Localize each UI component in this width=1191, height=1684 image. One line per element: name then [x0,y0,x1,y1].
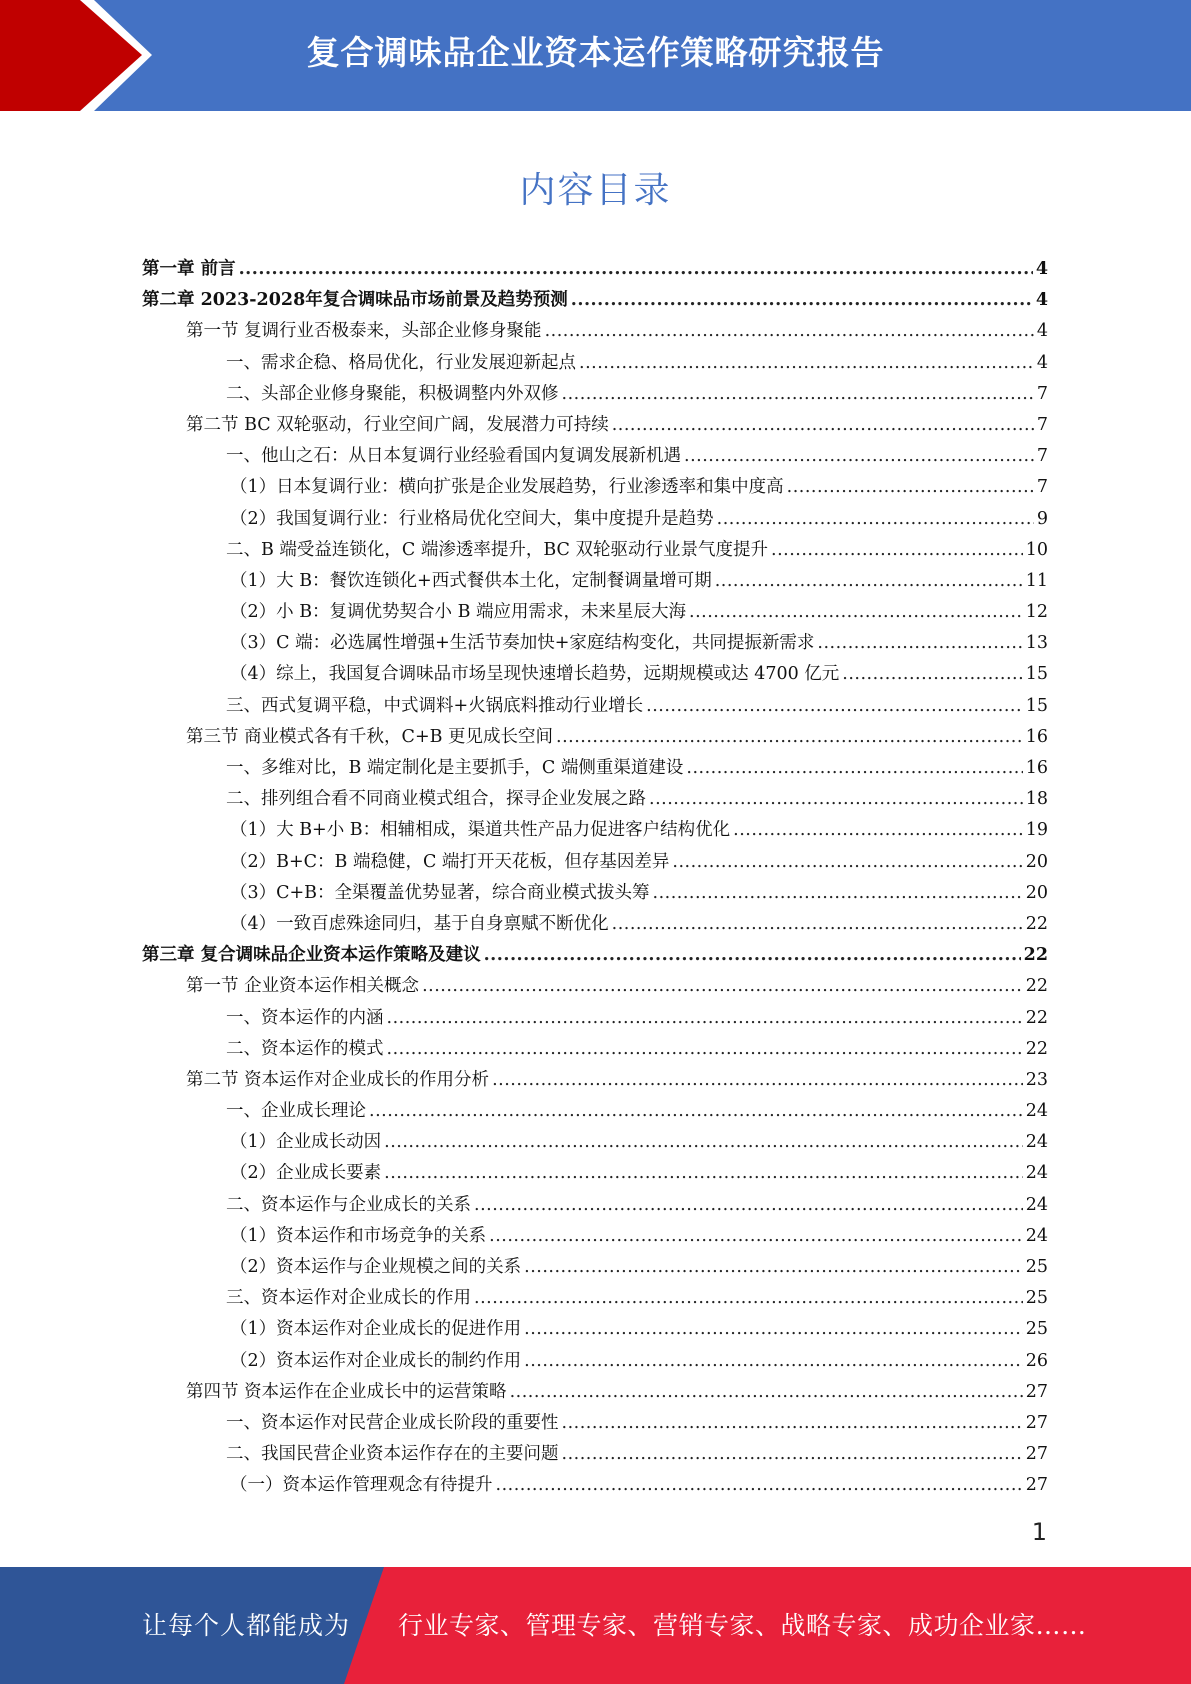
toc-entry-title: 第一节 企业资本运作相关概念 [186,976,420,997]
toc-entry[interactable] [142,504,1048,535]
toc-heading: 内容目录 [519,170,672,211]
toc-entry-title: （1）大 B：餐饮连锁化+西式餐供本土化，定制餐调量增可期 [230,570,712,591]
toc-entry[interactable] [142,410,1048,441]
toc-entry-page: 4 [1035,290,1048,311]
toc-entry-title: 一、资本运作的内涵 [226,1007,384,1028]
toc-entry[interactable] [142,1252,1048,1283]
toc-entry-page: 22 [1023,945,1048,966]
toc-dot-leader [422,971,1023,1002]
toc-entry-title: 第四节 资本运作在企业成长中的运营策略 [186,1381,507,1402]
toc-entry[interactable] [142,909,1048,940]
toc-dot-leader [489,1221,1023,1252]
toc-dot-leader [239,254,1033,285]
toc-entry-title: 一、需求企稳、格局优化，行业发展迎新起点 [226,352,576,373]
footer-slogan-right: 行业专家、管理专家、营销专家、战略专家、成功企业家…… [398,1611,1087,1640]
toc-entry[interactable] [142,379,1048,410]
toc-entry-page: 7 [1036,414,1048,435]
toc-dot-leader [492,1065,1023,1096]
toc-entry-page: 15 [1025,695,1048,716]
toc-entry-title: （2）资本运作对企业成长的制约作用 [230,1350,522,1371]
table-of-contents [142,254,1048,1502]
toc-entry-page: 16 [1025,758,1048,778]
toc-entry[interactable] [142,659,1048,690]
toc-dot-leader [562,1439,1023,1470]
toc-dot-leader [510,1377,1023,1408]
toc-dot-leader [842,659,1022,690]
toc-dot-leader [653,878,1023,909]
toc-dot-leader [562,1408,1023,1439]
toc-entry-title: （4）综上，我国复合调味品市场呈现快速增长趋势，远期规模或达 4700 亿元 [230,664,840,685]
toc-entry[interactable] [142,1096,1048,1127]
toc-entry-title: 二、资本运作与企业成长的关系 [226,1194,471,1215]
toc-entry[interactable] [142,1314,1048,1345]
toc-entry-title: （1）企业成长动因 [230,1132,382,1153]
toc-dot-leader [384,1127,1023,1158]
toc-entry[interactable] [142,1283,1048,1314]
toc-entry-page: 25 [1025,1257,1048,1277]
toc-entry[interactable] [142,815,1048,846]
toc-dot-leader [369,1096,1023,1127]
toc-entry-title: 一、多维对比，B 端定制化是主要抓手，C 端侧重渠道建设 [226,758,684,778]
toc-entry-page: 20 [1025,882,1048,903]
toc-entry-page: 24 [1025,1101,1048,1122]
toc-dot-leader [474,1283,1023,1314]
toc-entry-page: 24 [1025,1132,1048,1153]
toc-entry-title: 三、资本运作对企业成长的作用 [226,1288,471,1309]
toc-entry-title: 二、资本运作的模式 [226,1038,384,1059]
toc-dot-leader [474,1190,1023,1221]
toc-entry-page: 26 [1025,1350,1048,1371]
report-title: 复合调味品企业资本运作策略研究报告 [306,33,885,72]
toc-entry-title: 第二节 BC 双轮驱动，行业空间广阔，发展潜力可持续 [186,414,609,435]
toc-dot-leader [571,285,1033,316]
toc-entry-page: 19 [1025,820,1048,841]
toc-dot-leader [612,909,1023,940]
toc-entry[interactable] [142,691,1048,722]
toc-entry-title: （2）B+C：B 端稳健，C 端打开天花板，但存基因差异 [230,851,670,872]
toc-dot-leader [556,722,1023,753]
toc-entry-page: 24 [1025,1194,1048,1215]
toc-entry[interactable] [142,1377,1048,1408]
toc-entry-title: 第二章 2023-2028年复合调味品市场前景及趋势预测 [142,290,568,311]
toc-entry-title: （3）C 端：必选属性增强+生活节奏加快+家庭结构变化，共同提振新需求 [230,633,815,654]
toc-entry-page: 22 [1025,1007,1048,1028]
toc-entry-page: 27 [1025,1475,1048,1496]
toc-dot-leader [387,1003,1023,1034]
toc-entry-title: （1）大 B+小 B：相辅相成，渠道共性产品力促进客户结构优化 [230,820,731,841]
toc-entry-page: 27 [1025,1412,1048,1433]
toc-entry-page: 15 [1025,664,1048,685]
toc-entry-page: 25 [1025,1288,1048,1309]
toc-entry-title: （2）企业成长要素 [230,1163,382,1184]
toc-entry[interactable] [142,285,1048,316]
toc-entry-title: 二、B 端受益连锁化，C 端渗透率提升，BC 双轮驱动行业景气度提升 [226,539,769,560]
toc-dot-leader [387,1034,1023,1065]
toc-entry-page: 24 [1025,1163,1048,1184]
toc-entry-title: （4）一致百虑殊途同归，基于自身禀赋不断优化 [230,913,609,934]
toc-entry-page: 4 [1035,259,1048,279]
toc-entry[interactable] [142,597,1048,628]
toc-entry-title: （3）C+B：全渠覆盖优势显著，综合商业模式拔头筹 [230,882,650,903]
toc-entry-page: 7 [1036,477,1048,498]
toc-dot-leader [686,753,1022,784]
toc-dot-leader [384,1158,1023,1189]
toc-dot-leader [579,348,1034,379]
toc-entry-title: 一、他山之石：从日本复调行业经验看国内复调发展新机遇 [226,446,681,467]
toc-entry-page: 13 [1025,633,1048,654]
toc-entry-page: 25 [1025,1319,1048,1340]
toc-entry-title: （一）资本运作管理观念有待提升 [230,1475,493,1496]
toc-entry[interactable] [142,1003,1048,1034]
toc-entry-page: 16 [1025,726,1048,747]
toc-entry-title: （2）我国复调行业：行业格局优化空间大，集中度提升是趋势 [230,508,714,529]
toc-dot-leader [524,1314,1023,1345]
toc-dot-leader [733,815,1023,846]
toc-entry[interactable] [142,1439,1048,1470]
toc-dot-leader [612,410,1034,441]
toc-entry-page: 22 [1025,1038,1048,1059]
toc-entry-title: 第一节 复调行业否极泰来，头部企业修身聚能 [186,321,542,342]
toc-entry-page: 9 [1036,508,1048,529]
toc-entry-page: 10 [1025,539,1048,560]
toc-entry-page: 23 [1025,1069,1048,1090]
toc-entry-title: 二、头部企业修身聚能，积极调整内外双修 [226,383,559,404]
toc-dot-leader [562,379,1034,410]
toc-entry[interactable] [142,628,1048,659]
toc-entry[interactable] [142,753,1048,784]
toc-entry[interactable] [142,847,1048,878]
toc-entry[interactable] [142,722,1048,753]
toc-entry-page: 4 [1036,321,1048,342]
toc-entry[interactable] [142,1346,1048,1377]
header-banner [0,0,1191,111]
toc-entry[interactable] [142,1034,1048,1065]
toc-dot-leader [771,535,1023,566]
toc-dot-leader [545,316,1034,347]
toc-dot-leader [672,847,1022,878]
toc-dot-leader [717,504,1034,535]
toc-dot-leader [524,1346,1023,1377]
toc-entry-title: （1）日本复调行业：横向扩张是企业发展趋势，行业渗透率和集中度高 [230,477,784,498]
toc-dot-leader [787,472,1034,503]
toc-entry[interactable] [142,566,1048,597]
toc-entry[interactable] [142,1065,1048,1096]
toc-entry[interactable] [142,472,1048,503]
toc-dot-leader [817,628,1022,659]
toc-entry[interactable] [142,1470,1048,1501]
toc-entry-page: 12 [1025,602,1048,623]
toc-entry-title: 第一章 前言 [142,259,236,279]
toc-entry-page: 18 [1025,789,1048,810]
toc-dot-leader [496,1470,1023,1501]
toc-entry-title: 第二节 资本运作对企业成长的作用分析 [186,1069,490,1090]
toc-dot-leader [649,784,1023,815]
toc-entry[interactable] [142,441,1048,472]
toc-entry-page: 4 [1036,352,1048,373]
toc-dot-leader [524,1252,1023,1283]
footer-slogan-left: 让每个人都能成为 [142,1611,351,1640]
toc-entry-title: （1）资本运作和市场竞争的关系 [230,1225,487,1246]
toc-entry[interactable] [142,535,1048,566]
toc-entry[interactable] [142,878,1048,909]
toc-entry-title: （1）资本运作对企业成长的促进作用 [230,1319,522,1340]
toc-entry[interactable] [142,971,1048,1002]
toc-entry-page: 7 [1036,383,1048,404]
page-number: 1 [1031,1518,1047,1546]
toc-entry-title: 三、西式复调平稳，中式调料+火锅底料推动行业增长 [226,695,644,716]
toc-entry[interactable] [142,348,1048,379]
toc-entry[interactable] [142,1408,1048,1439]
toc-entry-page: 22 [1025,976,1048,997]
toc-entry[interactable] [142,1190,1048,1221]
toc-entry-page: 27 [1025,1444,1048,1465]
toc-entry-page: 24 [1025,1225,1048,1246]
toc-dot-leader [715,566,1023,597]
toc-entry[interactable] [142,784,1048,815]
toc-entry-page: 22 [1025,913,1048,934]
toc-entry[interactable] [142,1158,1048,1189]
toc-entry[interactable] [142,254,1048,285]
footer-banner [0,1567,1191,1684]
toc-entry-title: 第三章 复合调味品企业资本运作策略及建议 [142,945,481,966]
toc-entry[interactable] [142,1221,1048,1252]
toc-entry-page: 11 [1025,570,1048,591]
toc-dot-leader [684,441,1034,472]
toc-entry-title: 一、企业成长理论 [226,1101,366,1122]
toc-entry-title: （2）资本运作与企业规模之间的关系 [230,1257,522,1277]
toc-entry[interactable] [142,940,1048,971]
toc-entry-page: 27 [1025,1381,1048,1402]
toc-entry-title: 第三节 商业模式各有千秋，C+B 更见成长空间 [186,726,554,747]
toc-entry-title: （2）小 B：复调优势契合小 B 端应用需求，未来星辰大海 [230,602,687,623]
toc-dot-leader [689,597,1023,628]
toc-entry[interactable] [142,1127,1048,1158]
toc-entry-title: 二、排列组合看不同商业模式组合，探寻企业发展之路 [226,789,646,810]
toc-entry[interactable] [142,316,1048,347]
toc-entry-page: 7 [1036,446,1048,467]
toc-entry-page: 20 [1025,851,1048,872]
toc-dot-leader [484,940,1021,971]
toc-dot-leader [646,691,1023,722]
toc-entry-title: 二、我国民营企业资本运作存在的主要问题 [226,1444,559,1465]
toc-entry-title: 一、资本运作对民营企业成长阶段的重要性 [226,1412,559,1433]
